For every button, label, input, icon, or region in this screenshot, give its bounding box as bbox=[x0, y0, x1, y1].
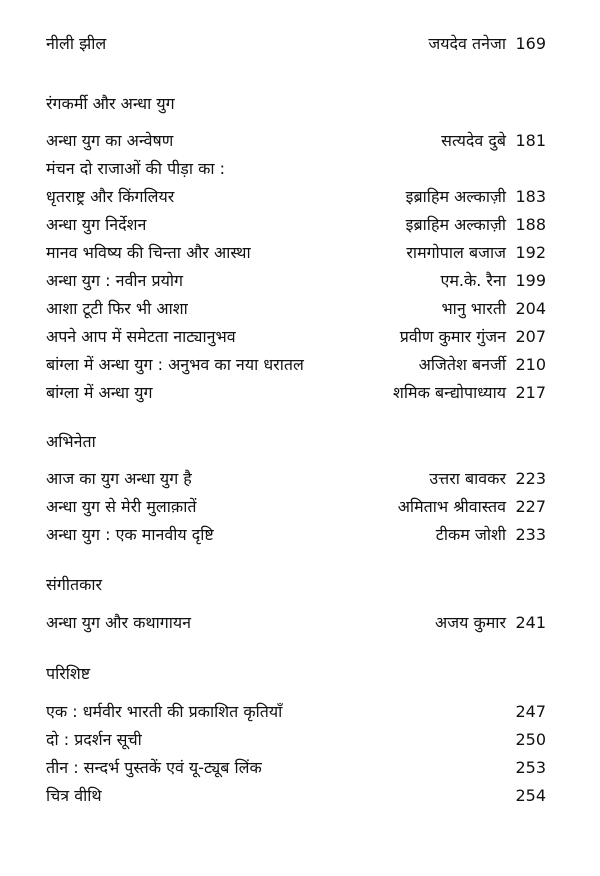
entry-author: एम.के. रैना bbox=[440, 271, 506, 290]
section-heading: संगीतकार bbox=[46, 575, 103, 594]
entry-title: चित्र वीथि bbox=[46, 786, 102, 805]
entry-page: 227 bbox=[515, 497, 546, 516]
entry-title: अन्धा युग निर्देशन bbox=[46, 215, 147, 234]
entry-author: शमिक बन्द्योपाध्याय bbox=[392, 383, 506, 402]
entry-page: 233 bbox=[515, 525, 546, 544]
entry-title: अन्धा युग का अन्वेषण bbox=[46, 131, 174, 150]
entry-title: अन्धा युग : नवीन प्रयोग bbox=[46, 271, 183, 290]
entry-page: 169 bbox=[515, 34, 546, 53]
toc-entry bbox=[46, 295, 546, 323]
toc-entry bbox=[46, 155, 546, 183]
entry-page: 241 bbox=[515, 613, 546, 632]
toc-entry bbox=[46, 379, 546, 407]
toc-entry bbox=[46, 782, 546, 810]
entry-page: 183 bbox=[515, 187, 546, 206]
entry-author: अजितेश बनर्जी bbox=[418, 355, 506, 374]
entry-title: धृतराष्ट्र और किंगलियर bbox=[46, 187, 175, 206]
entry-page: 199 bbox=[515, 271, 546, 290]
entry-page: 181 bbox=[515, 131, 546, 150]
section-heading: रंगकर्मी और अन्धा युग bbox=[46, 94, 175, 113]
entry-page: 247 bbox=[515, 702, 546, 721]
toc-entry bbox=[46, 609, 546, 637]
toc-entry bbox=[46, 183, 546, 211]
section-heading: परिशिष्ट bbox=[46, 664, 91, 683]
toc-entry bbox=[46, 351, 546, 379]
entry-author: इब्राहिम अल्काज़ी bbox=[405, 215, 506, 234]
entry-title: नीली झील bbox=[46, 34, 107, 53]
toc-entry bbox=[46, 726, 546, 754]
entry-page: 253 bbox=[515, 758, 546, 777]
entry-author: इब्राहिम अल्काज़ी bbox=[405, 187, 506, 206]
entry-title: मानव भविष्य की चिन्ता और आस्था bbox=[46, 243, 251, 262]
entry-author: रामगोपाल बजाज bbox=[406, 243, 506, 262]
entry-author: टीकम जोशी bbox=[435, 525, 506, 544]
entry-title: आज का युग अन्धा युग है bbox=[46, 469, 192, 488]
entry-page: 207 bbox=[515, 327, 546, 346]
entry-page: 223 bbox=[515, 469, 546, 488]
entry-author: भानु भारती bbox=[441, 299, 506, 318]
entry-title: आशा टूटी फिर भी आशा bbox=[46, 299, 188, 318]
entry-author: उत्तरा बावकर bbox=[429, 469, 506, 488]
toc-entry bbox=[46, 465, 546, 493]
entry-title: तीन : सन्दर्भ पुस्तकें एवं यू-ट्यूब लिंक bbox=[46, 758, 262, 777]
entry-title: बांग्ला में अन्धा युग : अनुभव का नया धरातल bbox=[46, 355, 304, 374]
entry-page: 188 bbox=[515, 215, 546, 234]
entry-author: प्रवीण कुमार गुंजन bbox=[399, 327, 506, 346]
entry-title: अन्धा युग से मेरी मुलाक़ातें bbox=[46, 497, 197, 516]
toc-entry bbox=[46, 211, 546, 239]
toc-entry bbox=[46, 698, 546, 726]
entry-title: अपने आप में समेटता नाट्यानुभव bbox=[46, 327, 236, 346]
entry-page: 204 bbox=[515, 299, 546, 318]
entry-title: दो : प्रदर्शन सूची bbox=[46, 730, 142, 749]
entry-page: 254 bbox=[515, 786, 546, 805]
toc-entry bbox=[46, 239, 546, 267]
entry-title: मंचन दो राजाओं की पीड़ा का : bbox=[46, 159, 226, 178]
toc-entry bbox=[46, 754, 546, 782]
toc-entry bbox=[46, 323, 546, 351]
toc-entry bbox=[46, 30, 546, 58]
entry-title: एक : धर्मवीर भारती की प्रकाशित कृतियाँ bbox=[46, 702, 283, 721]
toc-entry bbox=[46, 493, 546, 521]
entry-author: अजय कुमार bbox=[434, 613, 506, 632]
entry-author: अमिताभ श्रीवास्तव bbox=[397, 497, 506, 516]
entry-title: अन्धा युग और कथागायन bbox=[46, 613, 192, 632]
entry-page: 217 bbox=[515, 383, 546, 402]
toc-entry bbox=[46, 267, 546, 295]
entry-page: 250 bbox=[515, 730, 546, 749]
entry-title: बांग्ला में अन्धा युग bbox=[46, 383, 153, 402]
toc-entry bbox=[46, 127, 546, 155]
entry-page: 192 bbox=[515, 243, 546, 262]
entry-title: अन्धा युग : एक मानवीय दृष्टि bbox=[46, 525, 214, 544]
section-heading: अभिनेता bbox=[46, 432, 96, 451]
entry-author: जयदेव तनेजा bbox=[428, 34, 506, 53]
entry-page: 210 bbox=[515, 355, 546, 374]
toc-entry bbox=[46, 521, 546, 549]
entry-author: सत्यदेव दुबे bbox=[441, 131, 506, 150]
